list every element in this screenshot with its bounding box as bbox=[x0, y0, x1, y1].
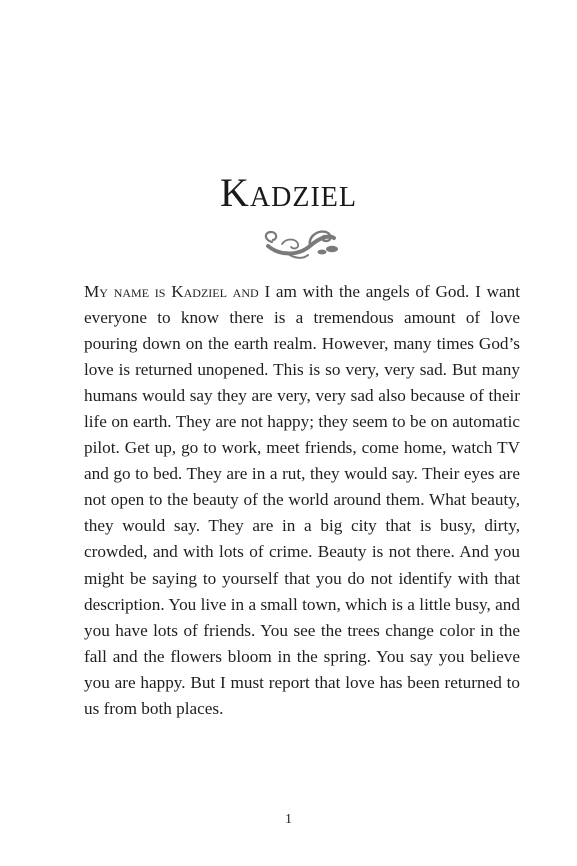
page-number: 1 bbox=[285, 812, 292, 827]
body-text-content: I am with the angels of God. I want everyone to know there is a tremendous amount of love pouring down on the earth realm. However, many times God’s love is returned unopened. This is so very, very sad. But many humans would say they are very, very sad also because of their life on earth. They are not happy; they seem to be on automatic pilot. Get up, go to work, meet friends, come home, watch TV and go to bed. They are in a rut, they would say. Their eyes are not open to the beauty of the world around them. What beauty, they would say. They are in a big city that is busy, dirty, crowded, and with lots of crime. Beauty is not there. And you might be saying to yourself that you do not identify with that description. You live in a small town, which is a little busy, and you have lots of friends. You see the trees change color in the fall and the flowers bloom in the spring. You say you believe you are happy. But I must report that love has been returned to us from both places. bbox=[84, 282, 520, 718]
lead-in-small-caps: My name is Kadziel and bbox=[84, 282, 259, 301]
chapter-title: Kadziel bbox=[220, 170, 357, 215]
flourish-ornament-icon bbox=[258, 222, 340, 264]
body-paragraph bbox=[84, 279, 520, 722]
